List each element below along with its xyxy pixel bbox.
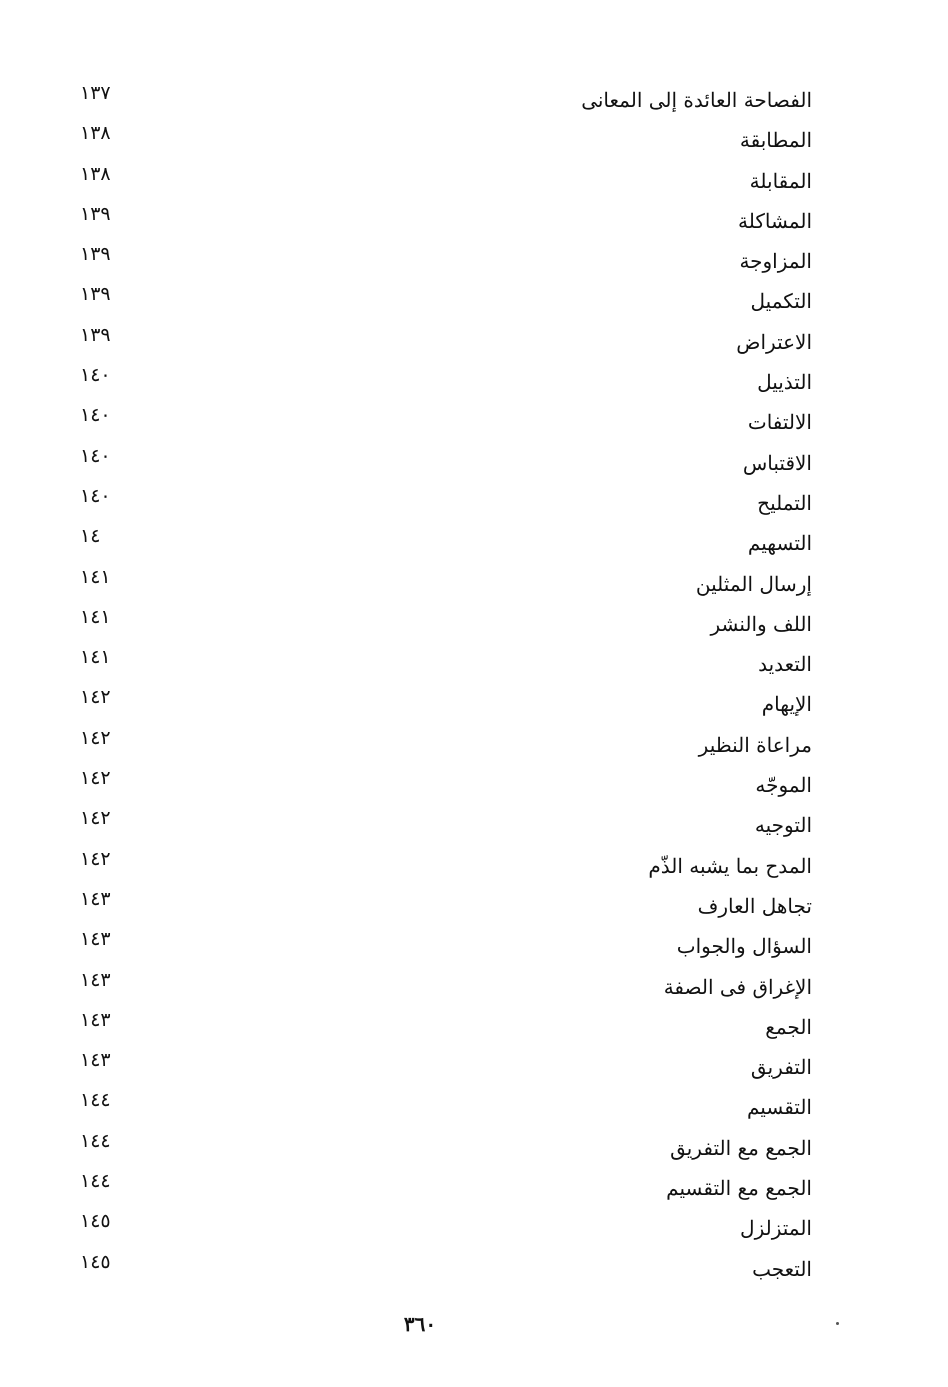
index-entry — [70, 886, 820, 926]
entry-title: السؤال والجواب — [676, 934, 812, 959]
entry-title: المزاوجة — [739, 249, 812, 274]
entry-title: المتزلزل — [740, 1216, 812, 1241]
entry-title: التذييل — [757, 370, 812, 395]
entry-title: المدح بما يشبه الذّم — [648, 853, 812, 878]
index-entry — [70, 805, 820, 845]
index-entry — [70, 604, 820, 644]
index-entry — [70, 725, 820, 765]
entry-page-number: ١٣٩ — [80, 243, 111, 266]
index-entry — [70, 322, 820, 362]
entry-page-number: ١٤٢ — [80, 807, 111, 830]
index-entry — [70, 684, 820, 724]
entry-title: الإيهام — [761, 692, 812, 717]
index-entry — [70, 926, 820, 966]
entry-page-number: ١٤٤ — [80, 1089, 111, 1112]
entry-page-number: ١٤٢ — [80, 767, 111, 790]
entry-title: التكميل — [750, 289, 812, 314]
entry-page-number: ١٤٣ — [80, 1008, 111, 1031]
entry-page-number: ١٤٤ — [80, 1170, 111, 1193]
entry-page-number: ١٤٣ — [80, 928, 111, 951]
entry-page-number: ١٤٤ — [80, 1129, 111, 1152]
entry-page-number: ١٣٩ — [80, 323, 111, 346]
entry-title: اللف والنشر — [710, 611, 812, 636]
entry-title: التقسيم — [747, 1095, 812, 1120]
index-entry — [70, 483, 820, 523]
entry-page-number: ١٤٥ — [80, 1250, 111, 1273]
entry-title: الجمع مع التقسيم — [666, 1176, 812, 1201]
index-entry — [70, 523, 820, 563]
entry-page-number: ١٤٣ — [80, 1049, 111, 1072]
entry-title: التعجب — [752, 1256, 812, 1281]
entry-page-number: ١٤٢ — [80, 847, 111, 870]
entry-page-number: ١٣٩ — [80, 283, 111, 306]
index-entry — [70, 644, 820, 684]
entry-page-number: ١٤٠ — [80, 404, 111, 427]
index-entry — [70, 564, 820, 604]
index-entry — [70, 402, 820, 442]
index-entry — [70, 765, 820, 805]
page-number: ٣٦٠ — [403, 1312, 437, 1336]
entry-title: التمليح — [757, 490, 812, 515]
entry-page-number: ١٤٣ — [80, 968, 111, 991]
entry-title: المشاكلة — [737, 208, 812, 233]
index-entry — [70, 80, 820, 120]
index-entry — [70, 1168, 820, 1208]
entry-title: الاعتراض — [736, 329, 812, 354]
index-entry — [70, 1249, 820, 1289]
entry-page-number: ١٤٠ — [80, 444, 111, 467]
index-entry — [70, 1087, 820, 1127]
entry-title: تجاهل العارف — [697, 893, 812, 918]
entry-page-number: ١٤٢ — [80, 726, 111, 749]
entry-title: الجمع — [765, 1014, 812, 1039]
paper-speck — [836, 1322, 839, 1325]
entry-page-number: ١٤٥ — [80, 1210, 111, 1233]
entry-title: المقابلة — [749, 168, 812, 193]
entry-page-number: ١٤٠ — [80, 364, 111, 387]
entry-title: الفصاحة العائدة إلى المعانى — [581, 88, 812, 112]
entry-title: الالتفات — [747, 410, 812, 435]
index-list — [70, 80, 820, 1289]
entry-page-number: ١٤١ — [80, 605, 111, 628]
entry-title: الإغراق فى الصفة — [663, 974, 812, 999]
entry-page-number: ١٣٨ — [80, 122, 111, 145]
entry-page-number: ١٤٢ — [80, 686, 111, 709]
index-entry — [70, 241, 820, 281]
index-entry — [70, 1047, 820, 1087]
entry-page-number: ١٣٨ — [80, 162, 111, 185]
index-entry — [70, 281, 820, 321]
entry-page-number: ١٤١ — [80, 565, 111, 588]
entry-page-number: ١٣٧ — [80, 82, 111, 104]
entry-title: المطابقة — [739, 128, 812, 153]
entry-title: الموجّه — [755, 773, 812, 798]
index-entry — [70, 967, 820, 1007]
entry-page-number: ١٤٣ — [80, 887, 111, 910]
entry-title: الجمع مع التفريق — [670, 1135, 812, 1160]
index-entry — [70, 1208, 820, 1248]
entry-title: مراعاة النظير — [698, 732, 812, 757]
entry-page-number: ١٤٠ — [80, 484, 111, 507]
entry-title: التوجيه — [754, 813, 812, 838]
entry-page-number: ١٤ — [80, 525, 101, 548]
index-entry — [70, 846, 820, 886]
entry-page-number: ١٣٩ — [80, 202, 111, 225]
index-entry — [70, 201, 820, 241]
index-entry — [70, 161, 820, 201]
index-entry — [70, 1007, 820, 1047]
entry-title: التعديد — [758, 652, 812, 677]
index-entry — [70, 120, 820, 160]
entry-title: الاقتباس — [742, 450, 812, 475]
entry-title: إرسال المثلين — [695, 571, 812, 596]
index-entry — [70, 443, 820, 483]
entry-title: التفريق — [750, 1055, 812, 1080]
index-entry — [70, 362, 820, 402]
entry-page-number: ١٤١ — [80, 646, 111, 669]
entry-title: التسهيم — [747, 531, 812, 556]
index-entry — [70, 1128, 820, 1168]
